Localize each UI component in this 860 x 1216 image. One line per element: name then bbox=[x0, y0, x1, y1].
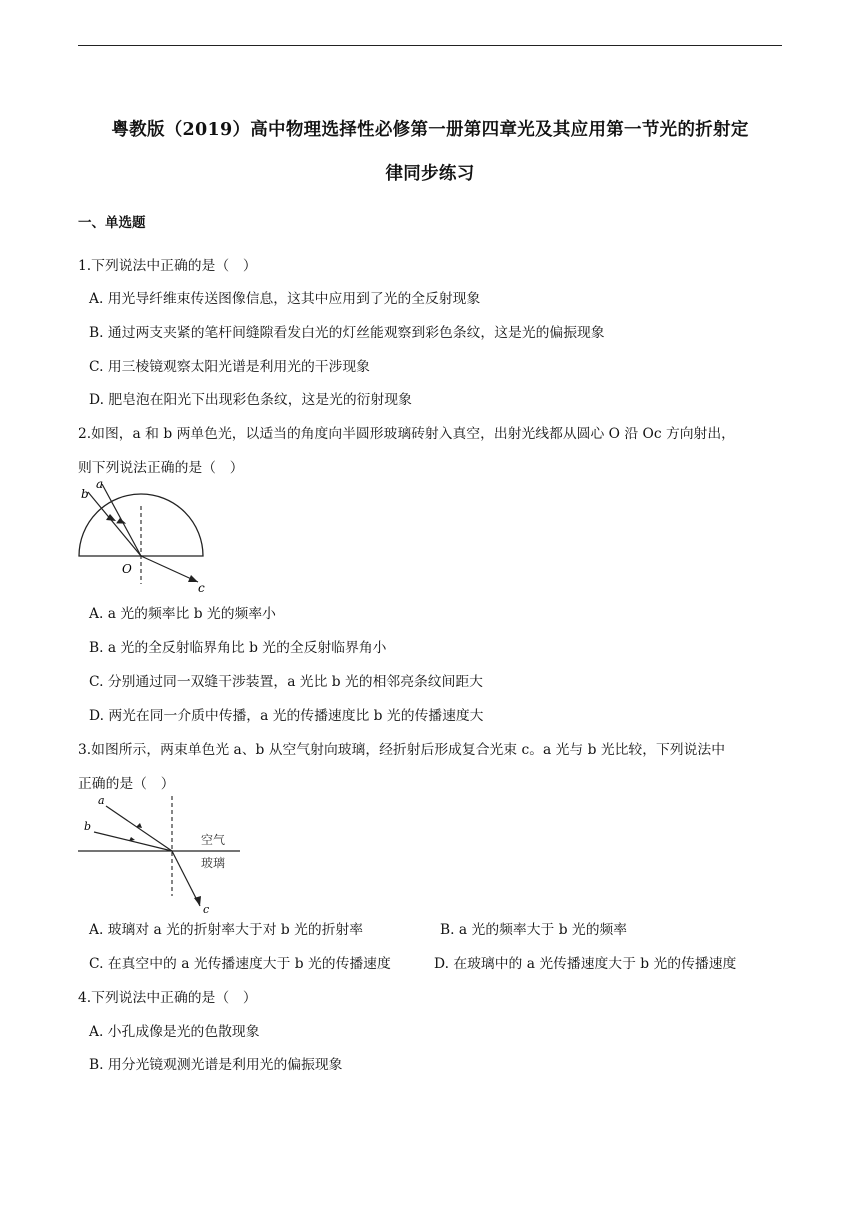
question-2-stem-line-2: 则下列说法正确的是（ ） bbox=[78, 460, 244, 476]
figure-2-label-a: a bbox=[96, 477, 104, 491]
figure-3-label-a: a bbox=[98, 794, 105, 807]
question-4-option-b: B. 用分光镜观测光谱是利用光的偏振现象 bbox=[89, 1057, 343, 1073]
question-2-stem-line-1: 2.如图，a 和 b 两单色光，以适当的角度向半圆形玻璃砖射入真空，出射光线都从圆心 O 沿 Oc 方向射出， bbox=[78, 426, 735, 442]
question-3-option-b: B. a 光的频率大于 b 光的频率 bbox=[440, 922, 628, 938]
figure-2-label-b: b bbox=[81, 487, 89, 501]
question-1-option-a: A. 用光导纤维束传送图像信息，这其中应用到了光的全反射现象 bbox=[89, 291, 481, 307]
section-heading: 一、单选题 bbox=[78, 215, 146, 231]
question-2-figure-semicircle bbox=[70, 474, 220, 598]
question-1-option-b: B. 通过两支夹紧的笔杆间缝隙看发白光的灯丝能观察到彩色条纹，这是光的偏振现象 bbox=[89, 325, 605, 341]
question-2-option-d: D. 两光在同一介质中传播，a 光的传播速度比 b 光的传播速度大 bbox=[89, 708, 484, 724]
figure-3-label-b: b bbox=[84, 820, 92, 833]
question-2-option-c: C. 分别通过同一双缝干涉装置，a 光比 b 光的相邻亮条纹间距大 bbox=[89, 674, 483, 690]
question-3-stem-line-2: 正确的是（ ） bbox=[78, 776, 175, 792]
figure-3-label-glass: 玻璃 bbox=[201, 856, 226, 870]
header-rule bbox=[78, 45, 782, 46]
question-3-figure-refraction bbox=[72, 792, 248, 914]
question-1-option-c: C. 用三棱镜观察太阳光谱是利用光的干涉现象 bbox=[89, 359, 370, 375]
figure-3-label-air: 空气 bbox=[201, 833, 226, 847]
figure-2-label-c: c bbox=[198, 581, 205, 595]
document-title-line-2: 律同步练习 bbox=[385, 164, 475, 184]
question-1-stem: 1.下列说法中正确的是（ ） bbox=[78, 258, 257, 274]
question-3-option-c: C. 在真空中的 a 光传播速度大于 b 光的传播速度 bbox=[89, 956, 391, 972]
question-3-option-d: D. 在玻璃中的 a 光传播速度大于 b 光的传播速度 bbox=[434, 956, 737, 972]
question-3-option-a: A. 玻璃对 a 光的折射率大于对 b 光的折射率 bbox=[89, 922, 364, 938]
question-2-option-b: B. a 光的全反射临界角比 b 光的全反射临界角小 bbox=[89, 640, 387, 656]
figure-3-label-c: c bbox=[203, 903, 210, 914]
question-3-stem-line-1: 3.如图所示，两束单色光 a、b 从空气射向玻璃，经折射后形成复合光束 c。a 光与 b 光比较，下列说法中 bbox=[78, 742, 725, 758]
document-title-line-1: 粤教版（2019）高中物理选择性必修第一册第四章光及其应用第一节光的折射定 bbox=[111, 120, 749, 140]
question-1-option-d: D. 肥皂泡在阳光下出现彩色条纹，这是光的衍射现象 bbox=[89, 392, 412, 408]
figure-2-label-o: O bbox=[122, 562, 132, 576]
question-4-stem: 4.下列说法中正确的是（ ） bbox=[78, 990, 257, 1006]
question-4-option-a: A. 小孔成像是光的色散现象 bbox=[89, 1024, 260, 1040]
question-2-option-a: A. a 光的频率比 b 光的频率小 bbox=[89, 606, 276, 622]
